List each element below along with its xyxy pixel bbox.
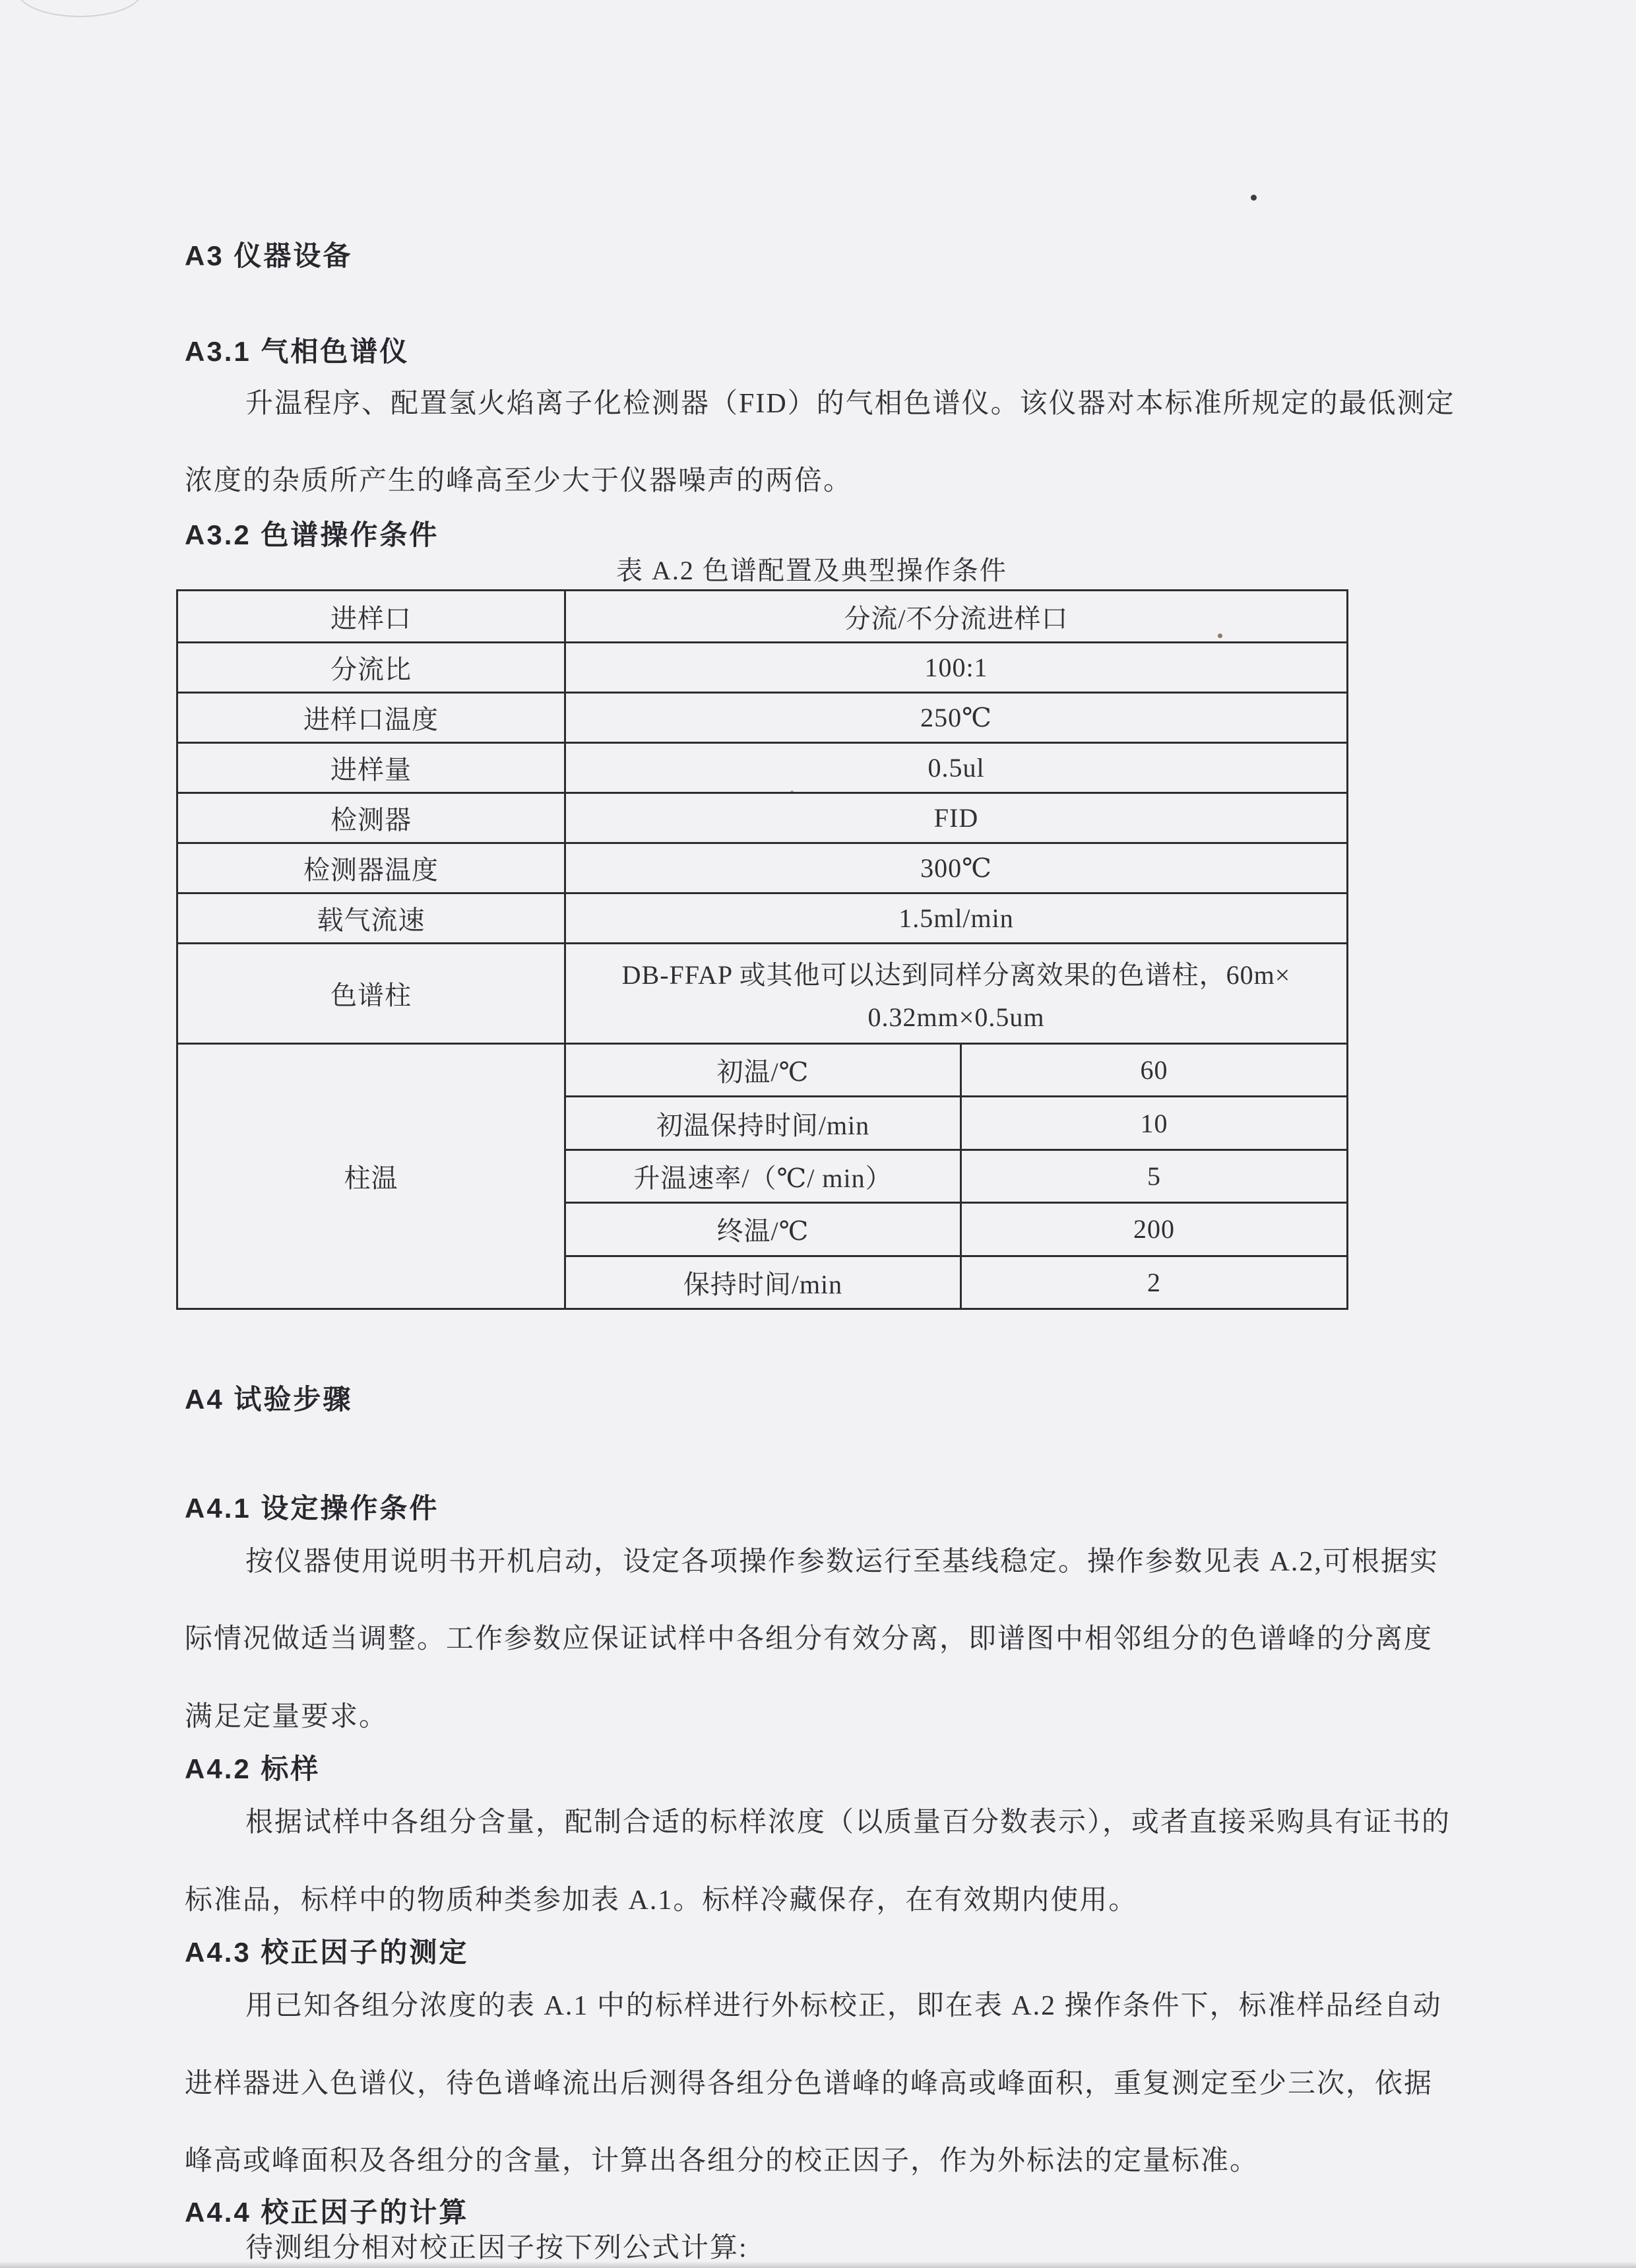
- oven-label: 柱温: [178, 1045, 566, 1308]
- table-row: [178, 792, 1346, 842]
- table-cell-value: [566, 944, 1346, 1043]
- scan-corner-mark: [17, 0, 142, 17]
- heading-a3: A3 仪器设备: [185, 240, 353, 271]
- paragraph-line: 进样器进入色谱仪，待色谱峰流出后测得各组分色谱峰的峰高或峰面积，重复测定至少三次，依据: [185, 2069, 1433, 2099]
- oven-rows: [566, 1045, 1346, 1308]
- column-spec-line2: 0.32mm×0.5um: [867, 1002, 1045, 1032]
- table-cell-label: 载气流速: [178, 894, 566, 942]
- table-cell-value: FID: [933, 803, 979, 833]
- column-spec-line1: DB-FFAP 或其他可以达到同样分离效果的色谱柱，60m×: [621, 960, 1291, 990]
- table-cell-label: 检测器: [178, 794, 566, 842]
- table-cell-label: 检测器温度: [178, 844, 566, 892]
- paragraph-line: 按仪器使用说明书开机启动，设定各项操作参数运行至基线稳定。操作参数见表 A.2,可根据实: [245, 1547, 1439, 1577]
- paragraph-line: 根据试样中各组分含量，配制合适的标样浓度（以质量百分数表示），或者直接采购具有证书的: [245, 1807, 1451, 1838]
- paragraph-line: 升温程序、配置氢火焰离子化检测器（FID）的气相色谱仪。该仪器对本标准所规定的最低测定: [245, 389, 1455, 419]
- gc-conditions-table: [176, 589, 1348, 1310]
- heading-a4-1: A4.1 设定操作条件: [185, 1493, 439, 1524]
- paragraph-line: 浓度的杂质所产生的峰高至少大于仪器噪声的两倍。: [185, 466, 853, 496]
- table-row-column: [178, 942, 1346, 1043]
- heading-a4: A4 试验步骤: [185, 1384, 353, 1415]
- oven-row: [566, 1045, 1346, 1095]
- table-row: [178, 692, 1346, 742]
- heading-a4-4: A4.4 校正因子的计算: [185, 2197, 469, 2228]
- table-cell-label: 进样口: [178, 591, 566, 641]
- oven-param: 终温/℃: [566, 1204, 962, 1254]
- oven-value: 5: [1147, 1161, 1161, 1192]
- table-cell-label: 进样量: [178, 744, 566, 792]
- table-row: [178, 842, 1346, 892]
- table-cell-label: 色谱柱: [178, 944, 566, 1043]
- table-cell-label: 分流比: [178, 643, 566, 692]
- paragraph-line: 满足定量要求。: [185, 1702, 389, 1732]
- oven-row: [566, 1095, 1346, 1148]
- oven-param: 保持时间/min: [566, 1257, 962, 1308]
- oven-param: 初温/℃: [566, 1045, 962, 1095]
- oven-value: 200: [1133, 1214, 1175, 1245]
- table-row: [178, 641, 1346, 692]
- table-title: 表 A.2 色谱配置及典型操作条件: [616, 556, 1007, 585]
- oven-row: [566, 1149, 1346, 1202]
- paragraph-line: 际情况做适当调整。工作参数应保证试样中各组分有效分离，即谱图中相邻组分的色谱峰的分离度: [185, 1624, 1433, 1654]
- table-row: [178, 591, 1346, 641]
- table-row: [178, 742, 1346, 792]
- heading-a3-2: A3.2 色谱操作条件: [185, 519, 439, 550]
- oven-param: 初温保持时间/min: [566, 1097, 962, 1148]
- table-row: [178, 892, 1346, 942]
- oven-row: [566, 1255, 1346, 1308]
- table-cell-label: 进样口温度: [178, 694, 566, 742]
- oven-row: [566, 1202, 1346, 1254]
- paragraph-line: 用已知各组分浓度的表 A.1 中的标样进行外标校正，即在表 A.2 操作条件下，标准样品经自动: [245, 1991, 1442, 2021]
- heading-a3-1: A3.1 气相色谱仪: [185, 336, 410, 367]
- table-cell-value: 1.5ml/min: [898, 903, 1014, 933]
- table-cell-value: 250℃: [920, 703, 992, 732]
- paragraph-line: 峰高或峰面积及各组分的含量，计算出各组分的校正因子，作为外标法的定量标准。: [185, 2146, 1259, 2176]
- paragraph-line: 待测组分相对校正因子按下列公式计算:: [245, 2233, 748, 2263]
- table-cell-value: 100:1: [924, 653, 988, 682]
- heading-a4-3: A4.3 校正因子的测定: [185, 1937, 469, 1968]
- scan-speck: [1251, 195, 1257, 201]
- oven-param: 升温速率/（℃/ min）: [566, 1151, 962, 1202]
- oven-value: 60: [1140, 1055, 1168, 1085]
- table-cell-value: 300℃: [920, 853, 992, 883]
- table-cell-value: 0.5ul: [928, 753, 985, 783]
- oven-value: 2: [1147, 1267, 1161, 1297]
- heading-a4-2: A4.2 标样: [185, 1753, 321, 1784]
- table-cell-value: 分流/不分流进样口: [844, 603, 1069, 633]
- oven-value: 10: [1140, 1108, 1168, 1138]
- paragraph-line: 标准品，标样中的物质种类参加表 A.1。标样冷藏保存，在有效期内使用。: [185, 1885, 1138, 1916]
- oven-temperature-section: [178, 1043, 1346, 1308]
